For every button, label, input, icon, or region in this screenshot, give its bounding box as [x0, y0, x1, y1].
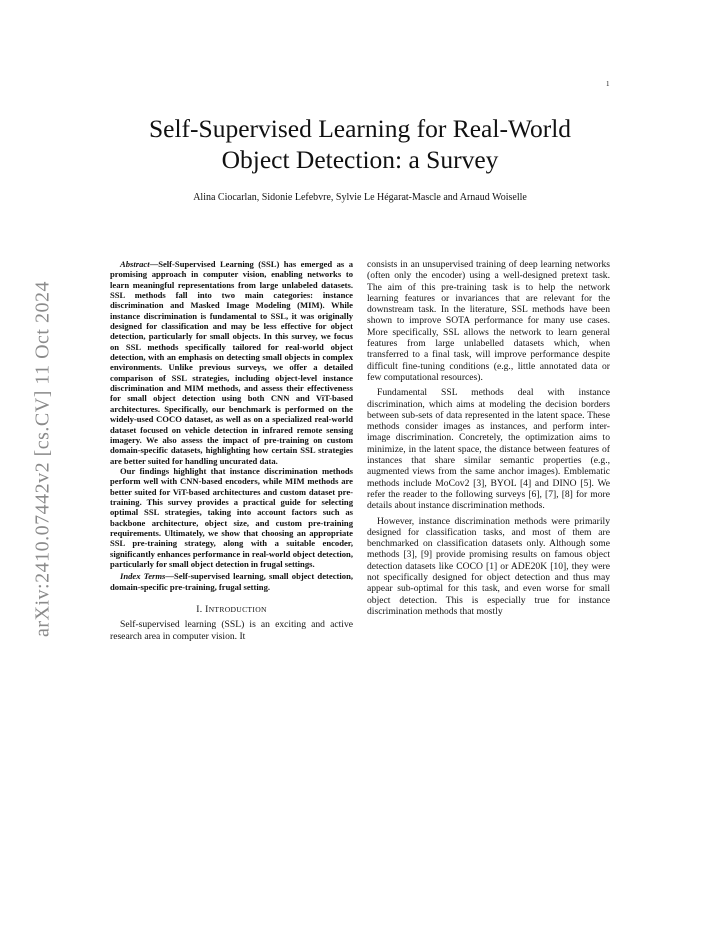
paper-title — [90, 113, 630, 175]
author-list: Alina Ciocarlan, Sidonie Lefebvre, Sylvie Le Hégarat-Mascle and Arnaud Woiselle — [193, 192, 527, 203]
index-terms-text: —Self-supervised learning, small object detection, domain-specific pre-training, frugal setting. — [110, 571, 353, 592]
abstract — [110, 259, 353, 569]
abstract-paragraph-1 — [110, 259, 353, 466]
abstract-lead: Abstract — [120, 259, 150, 269]
arxiv-identifier-stamp: arXiv:2410.07442v2 [cs.CV] 11 Oct 2024 — [31, 281, 54, 637]
introduction-paragraph-1: Self-supervised learning (SSL) is an exciting and active research area in computer vision. It — [110, 619, 353, 642]
right-column — [367, 259, 610, 621]
abstract-text-1: —Self-Supervised Learning (SSL) has emerged as a promising approach in computer vision, enabling networks to learn meaningful representations from large unlabeled datasets. SSL methods fall into two main categories: instance discrimination and Masked Image Modeling (MIM). While instance discrimination is fundamental to SSL, it was originally designed for classification and may be less effective for object detection, particularly for small objects. In this survey, we focus on SSL methods specifically tailored for real-world object detection, with an emphasis on detecting small objects in complex environments. Unlike previous surveys, we offer a detailed comparison of SSL strategies, including object-level instance discrimination and MIM methods, and assess their effectiveness for small object detection using both CNN and ViT-based architectures. Specifically, our benchmark is performed on the widely-used COCO dataset, as well as on a specialized real-world dataset focused on vehicle detection in infrared remote sensing imagery. We also assess the impact of pre-training on custom domain-specific datasets, highlighting how certain SSL strategies are better suited for handling uncurated data. — [110, 259, 353, 466]
right-paragraph-2: Fundamental SSL methods deal with instance discrimination, which aims at modeling the decision borders between sub-sets of data represented in the latent space. These methods consider images as instances, and perform inter-image discrimination. Concretely, the optimization aims to minimize, in the latent space, the distance between features of instances that share similar semantic properties (e.g., augmented views from the same anchor images). Emblematic methods include MoCov2 [3], BYOL [4] and DINO [5]. We refer the reader to the following surveys [6], [7], [8] for more details about instance discrimination methods. — [367, 387, 610, 512]
abstract-paragraph-2: Our findings highlight that instance discrimination methods perform well with CNN-based encoders, while MIM methods are better suited for ViT-based architectures and custom dataset pre-training. This survey provides a practical guide for selecting optimal SSL strategies, taking into account factors such as backbone architecture, object size, and custom pre-training requirements. Ultimately, we show that choosing an appropriate SSL pre-training strategy, along with a suitable encoder, significantly enhances performance in real-world object detection, particularly for small object detection in frugal settings. — [110, 465, 353, 569]
index-terms — [110, 571, 353, 592]
section-title-rest: NTRODUCTION — [208, 605, 267, 614]
title-line-2: Object Detection: a Survey — [221, 145, 499, 174]
title-line-1: Self-Supervised Learning for Real-World — [148, 114, 572, 143]
left-column — [110, 259, 353, 642]
right-paragraph-3: However, instance discrimination methods were primarily designed for classification tasks, and most of them are benchmarked on classification datasets only. Although some methods [3], [9] provide promising results on famous object detection datasets like COCO [1] or ADE20K [10], they were not specifically designed for object detection and thus may appear sub-optimal for this task, and even worse for small object detection. This is especially true for instance discrimination methods that mostly — [367, 515, 610, 617]
section-numeral: I. — [196, 604, 206, 615]
page-number: 1 — [606, 80, 610, 88]
section-first-letter: I — [205, 604, 209, 615]
index-terms-lead: Index Terms — [120, 571, 166, 582]
right-paragraph-1: consists in an unsupervised training of deep learning networks (often only the encoder) using a well-designed pretext task. The aim of this pre-training task is to help the network learning features or invariances that are relevant for the downstream task. In the literature, SSL methods have been shown to improve SOTA performance for many use cases. More specifically, SSL allows the network to learn general features from large unlabelled datasets which, when transferred to a final task, will improve performance despite difficult fine-tuning conditions (e.g., little annotated data or few computational resources). — [367, 259, 610, 383]
section-heading-introduction — [110, 604, 353, 615]
